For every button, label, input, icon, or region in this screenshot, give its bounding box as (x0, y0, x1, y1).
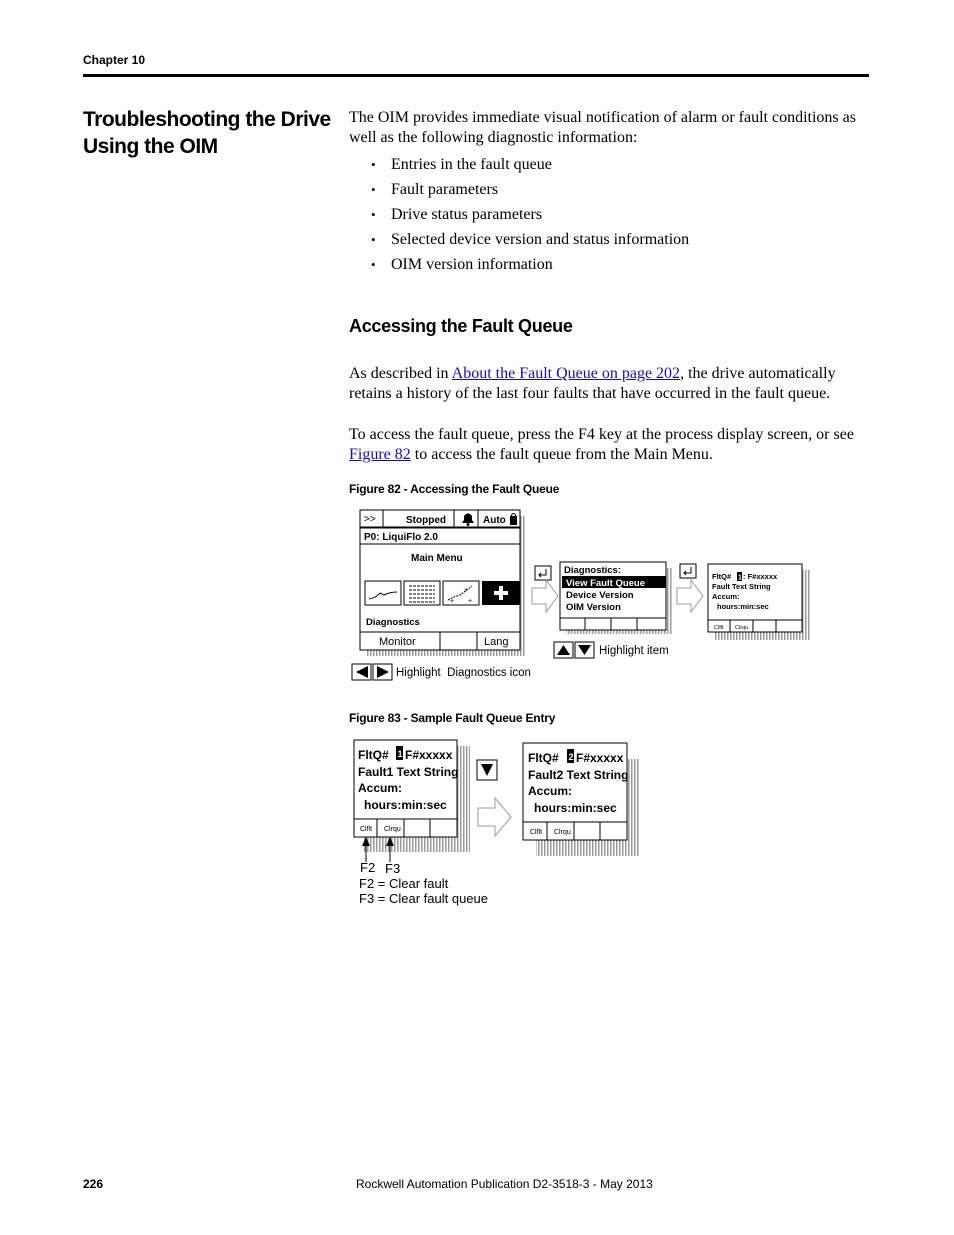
list-item: • OIM version information (371, 252, 689, 277)
fault-queue-page-link[interactable]: About the Fault Queue on page 202 (451, 365, 681, 382)
parameter-line: P0: LiquiFlo 2.0 (364, 532, 438, 543)
fault-text: Fault1 Text String (358, 765, 459, 779)
right-arrow-key-icon (373, 664, 392, 680)
drive-status: Stopped (406, 515, 446, 526)
list-item: • Selected device version and status information (371, 227, 689, 252)
section-title: Troubleshooting the Drive Using the OIM (83, 108, 331, 158)
flow-arrow-icon (677, 580, 703, 612)
figure-82-diagram (340, 500, 820, 690)
paragraph-text: , the drive automatically retains a history of the last four faults that have occurred in the fault queue. (349, 365, 836, 402)
softkey-clear-queue: Clrqu (735, 625, 749, 631)
left-arrow-key-icon (352, 664, 371, 680)
svg-text:+: + (464, 587, 469, 594)
flow-arrow-icon (478, 798, 511, 836)
fault-index: 1 (738, 574, 742, 582)
enter-key-icon (680, 564, 696, 578)
fault-time: hours:min:sec (364, 798, 447, 812)
publication-info: Rockwell Automation Publication D2-3518-3 - May 2013 (356, 1177, 653, 1191)
fault-accum: Accum: (712, 592, 740, 601)
main-menu-title: Main Menu (411, 553, 463, 564)
fault-text: Fault2 Text String (528, 768, 629, 782)
fault-code: : F#xxxxx (743, 572, 778, 581)
diagnostics-menu-title: Diagnostics: (564, 565, 622, 576)
fault-accum: Accum: (528, 784, 573, 798)
access-paragraph (349, 425, 869, 465)
f3-label: F3 (385, 861, 401, 876)
softkey-clear-fault: Clflt (714, 625, 724, 631)
down-arrow-key-icon (575, 642, 594, 658)
fault-index: 2 (568, 752, 574, 762)
control-mode: Auto (483, 515, 506, 526)
fault-queue-line: FltQ# (712, 572, 732, 581)
fault-code: F#xxxxx (405, 748, 453, 762)
softkey-clear-fault: Clflt (530, 829, 543, 836)
fault-queue-prefix: FltQ# (358, 748, 389, 762)
svg-text:+: + (450, 598, 455, 605)
softkey-clear-fault: Clflt (360, 826, 373, 833)
figure-83-caption: Figure 83 - Sample Fault Queue Entry (349, 711, 556, 725)
diagnostics-icon (482, 581, 520, 605)
oim-fault-queue-screen (708, 564, 810, 640)
fault-time: hours:min:sec (717, 602, 769, 611)
list-item: • Entries in the fault queue (371, 152, 689, 177)
list-item: • Drive status parameters (371, 202, 689, 227)
monitor-icon (365, 581, 401, 605)
fault-queue-entry-1 (354, 740, 470, 852)
paragraph-text: to access the fault queue from the Main Menu. (410, 446, 713, 463)
svg-text:+: + (468, 598, 473, 605)
selected-icon-label: Diagnostics (366, 617, 420, 628)
highlight-item-label: Highlight item (599, 645, 669, 657)
diagnostic-info-list (371, 152, 689, 277)
start-up-wizard-icon (443, 581, 479, 605)
legend-f2: F2 = Clear fault (359, 876, 449, 891)
figure-82-caption: Figure 82 - Accessing the Fault Queue (349, 482, 560, 496)
oim-main-menu-screen (360, 510, 526, 656)
figure-82-link[interactable]: Figure 82 (349, 446, 411, 463)
menu-item-device-version: Device Version (566, 590, 634, 601)
fault-index: 1 (397, 749, 403, 759)
softkey-lang: Lang (484, 636, 509, 648)
nav-indicator: >> (364, 514, 376, 525)
fault-code: F#xxxxx (576, 751, 624, 765)
oim-diagnostics-screen (560, 562, 672, 634)
fault-accum: Accum: (358, 781, 403, 795)
page-number: 226 (83, 1177, 104, 1191)
paragraph-text: As described in (349, 365, 452, 382)
softkey-clear-queue: Clrqu (554, 829, 571, 836)
subsection-title: Accessing the Fault Queue (349, 316, 573, 336)
highlight-diagnostics-label: Highlight Diagnostics icon (396, 667, 531, 679)
chapter-label: Chapter 10 (83, 53, 146, 67)
flow-arrow-icon (532, 580, 558, 612)
down-arrow-key-icon (477, 760, 497, 780)
list-item: • Fault parameters (371, 177, 689, 202)
header-rule (83, 74, 869, 77)
paragraph-text: To access the fault queue, press the F4 key at the process display screen, or see (349, 426, 854, 443)
parameter-list-icon (404, 581, 440, 605)
softkey-clear-queue: Clrqu (384, 826, 401, 833)
fault-queue-prefix: FltQ# (528, 751, 559, 765)
f2-label: F2 (360, 860, 376, 875)
legend-f3: F3 = Clear fault queue (359, 891, 488, 906)
fault-queue-entry-2 (523, 743, 640, 856)
menu-item-view-fault-queue: View Fault Queue (566, 578, 646, 589)
fault-time: hours:min:sec (534, 801, 617, 815)
fault-text: Fault Text String (712, 582, 771, 591)
intro-paragraph: The OIM provides immediate visual notification of alarm or fault conditions as well as the following diagnostic information: (349, 109, 856, 146)
figure-83-diagram (340, 730, 660, 915)
up-arrow-key-icon (554, 642, 573, 658)
fault-queue-paragraph (349, 364, 869, 404)
menu-item-oim-version: OIM Version (566, 602, 621, 613)
softkey-monitor: Monitor (379, 636, 416, 648)
enter-key-icon (535, 566, 551, 580)
